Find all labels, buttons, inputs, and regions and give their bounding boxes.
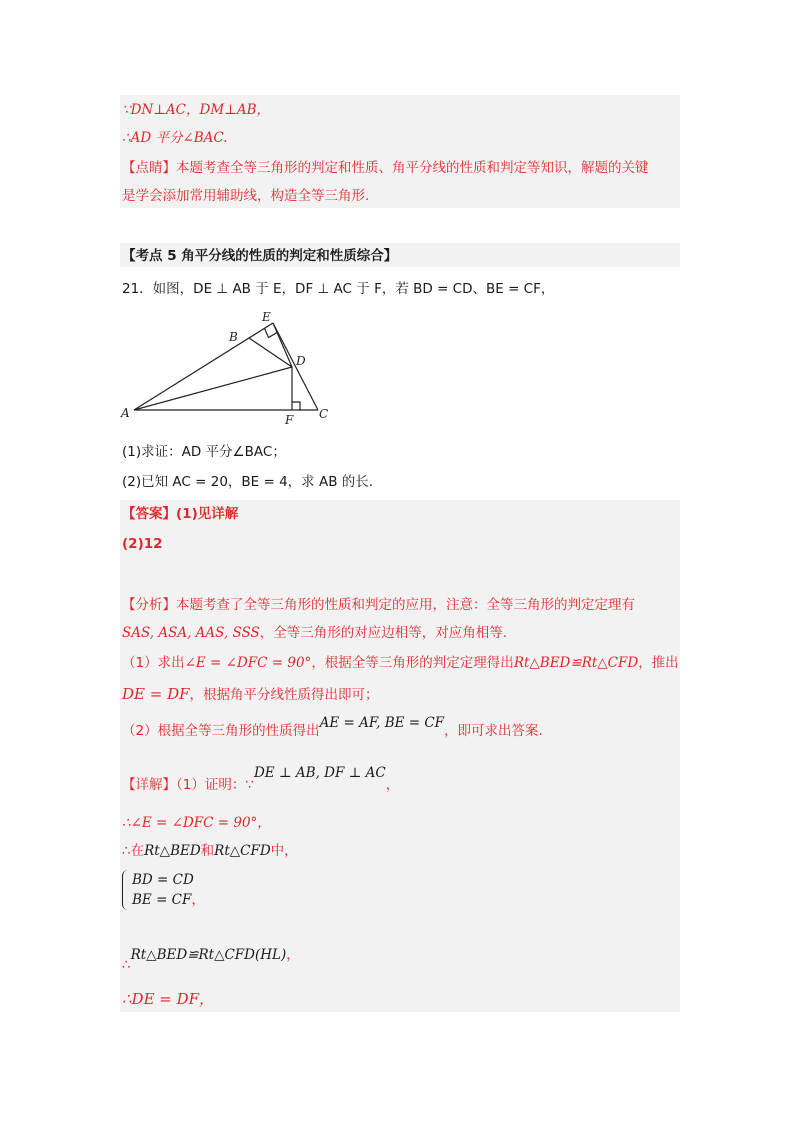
analysis-5a: （2）根据全等三角形的性质得出 bbox=[122, 723, 320, 739]
detail-line-5 bbox=[122, 990, 214, 1009]
answer-line-2: (2)12 bbox=[122, 536, 163, 552]
segment-AD bbox=[134, 367, 292, 410]
analysis-text-2: ，全等三角形的对应边相等，对应角相等. bbox=[259, 625, 508, 641]
section-heading: 【考点 5 角平分线的性质的判定和性质综合】 bbox=[122, 248, 398, 264]
brace-eq-2-row bbox=[132, 891, 205, 909]
triangle-figure bbox=[118, 306, 338, 430]
analysis-criteria: SAS, ASA, AAS, SSS bbox=[122, 625, 260, 641]
label-D: D bbox=[296, 354, 306, 368]
answer-line-1 bbox=[122, 505, 238, 523]
answer-1: (1)见详解 bbox=[176, 506, 239, 522]
analysis-line-1 bbox=[122, 596, 635, 614]
top-line-1-text: ∵DN⊥AC，DM⊥AB， bbox=[122, 102, 271, 118]
analysis-3c: ，推出 bbox=[638, 655, 679, 671]
detail-hl-congruence: Rt△BED≌Rt△CFD(HL) bbox=[130, 947, 287, 963]
analysis-3b: ，根据全等三角形的判定定理得出 bbox=[311, 655, 514, 671]
detail-line-2 bbox=[122, 814, 271, 832]
label-C: C bbox=[319, 407, 329, 421]
brace-end: ， bbox=[191, 892, 205, 908]
question-2: (2)已知 AC = 20，BE = 4，求 AB 的长. bbox=[122, 474, 374, 490]
analysis-line-4 bbox=[122, 685, 379, 704]
comment-line-2 bbox=[122, 187, 369, 205]
question-1: (1)求证：AD 平分∠BAC； bbox=[122, 444, 286, 460]
analysis-text-4: ，根据角平分线性质得出即可； bbox=[189, 687, 379, 703]
detail-end-1: ， bbox=[385, 777, 400, 793]
detail-triangle-cfd: Rt△CFD bbox=[214, 843, 271, 859]
detail-tag: 【详解】 bbox=[122, 777, 176, 793]
detail-perpendicular: DE ⊥ AB, DF ⊥ AC bbox=[253, 765, 386, 781]
brace-eq-1: BD = CD bbox=[132, 872, 194, 888]
detail-de-df: ∴DE = DF， bbox=[122, 990, 215, 1008]
system-brace bbox=[122, 870, 129, 910]
label-B: B bbox=[229, 330, 238, 344]
segment-AE bbox=[134, 323, 273, 410]
label-A: A bbox=[121, 406, 130, 420]
analysis-line-5 bbox=[122, 715, 543, 740]
label-E: E bbox=[262, 310, 271, 324]
analysis-ae-af: AE = AF, BE = CF bbox=[319, 715, 445, 731]
analysis-text-1: 本题考查了全等三角形的性质和判定的应用，注意：全等三角形的判定定理有 bbox=[176, 597, 635, 613]
detail-angle-eq: ∴∠E = ∠DFC = 90°， bbox=[122, 815, 271, 831]
detail-end-4: ， bbox=[286, 947, 300, 963]
comment-line-1 bbox=[122, 159, 649, 177]
answer-block bbox=[120, 500, 680, 1012]
analysis-tag: 【分析】 bbox=[122, 597, 176, 613]
comment-text-1: 本题考查全等三角形的判定和性质、角平分线的性质和判定等知识，解题的关键 bbox=[176, 160, 649, 176]
right-angle-mark-F bbox=[292, 402, 300, 410]
detail-line-4 bbox=[122, 946, 300, 973]
label-F: F bbox=[285, 413, 294, 427]
analysis-de-df: DE = DF bbox=[122, 685, 190, 703]
top-line-1 bbox=[122, 101, 270, 119]
detail-3b: 和 bbox=[200, 843, 215, 859]
detail-3c: 中， bbox=[270, 843, 298, 859]
top-line-2-text: ∴AD 平分∠BAC. bbox=[122, 130, 228, 146]
detail-line-1 bbox=[122, 765, 400, 794]
analysis-3a: （1）求出 bbox=[122, 655, 185, 671]
answer-tag: 【答案】 bbox=[122, 506, 176, 522]
detail-line-3 bbox=[122, 842, 298, 860]
top-line-2 bbox=[122, 129, 228, 147]
analysis-line-3 bbox=[122, 654, 679, 672]
detail-triangle-bed: Rt△BED bbox=[144, 843, 201, 859]
detail-text-1: （1）证明：∵ bbox=[176, 777, 254, 793]
analysis-line-2 bbox=[122, 624, 507, 642]
detail-therefore-4: ∴ bbox=[122, 957, 131, 973]
analysis-angle-eq: ∠E = ∠DFC = 90° bbox=[184, 655, 312, 671]
comment-tag: 【点睛】 bbox=[122, 160, 176, 176]
analysis-5b: ，即可求出答案. bbox=[444, 723, 543, 739]
detail-3a: ∴在 bbox=[122, 843, 145, 859]
analysis-congruence: Rt△BED≌Rt△CFD bbox=[513, 655, 639, 671]
comment-text-2: 是学会添加常用辅助线，构造全等三角形. bbox=[122, 188, 370, 204]
problem-stem: 21．如图，DE ⊥ AB 于 E，DF ⊥ AC 于 F，若 BD = CD、BE = CF， bbox=[122, 281, 555, 297]
brace-eq-2: BE = CF bbox=[132, 892, 192, 908]
